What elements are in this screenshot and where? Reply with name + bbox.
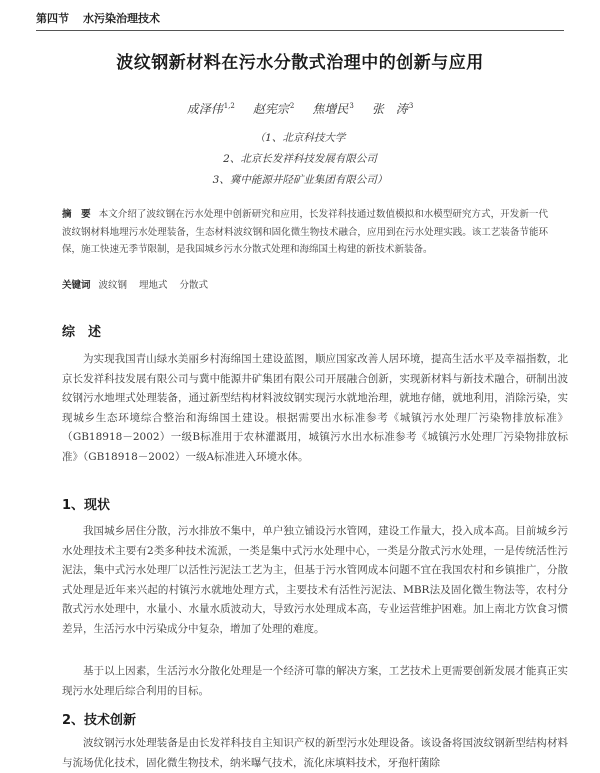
section-heading-overview: 综 述 <box>62 325 102 340</box>
author-list <box>0 100 600 117</box>
author <box>372 100 413 117</box>
keywords <box>62 277 220 291</box>
affiliation-1: （1、北京科技大学 <box>254 132 346 144</box>
section-heading-status: 1、现状 <box>62 498 111 513</box>
paragraph: 我国城乡居住分散，污水排放不集中，单户独立铺设污水管网，建设工作量大，投入成本高。目前城乡污水处理技术主要有2类多种技术流派，一类是集中式污水处理中心，一类是分散式污水处理，一是传统活性污泥法，集中式污水处理厂以活性污泥法工艺为主，但基于污水管网成本问题不宜在我国农村和乡镇推广，分散式处理是近年来兴起的村镇污水就地处理方式，主要技术有活性污泥法、MBR法及固化微生物法等，农村分散式污水处理中，水量小、水量水质波动大，导致污水处理成本高，专业运营维护困难。加上南北方饮食习惯差异，生活污水中污染成分中复杂，增加了处理的难度。 <box>62 525 568 635</box>
abstract-text: 本文介绍了波纹钢在污水处理中创新研究和应用，长发祥科技通过数值模拟和水模型研究方式，开发新一代波纹钢材料地埋污水处理装备，生态材料波纹钢和固化微生物技术融合，应用到在污水处理实践。该工艺装备节能环保，施工快速无季节限制，是我国城乡污水分散式处理和海绵国土构建的新技术新装备。 <box>62 209 548 255</box>
author-affiliation-mark: 3 <box>349 102 354 110</box>
author-affiliation-mark: 3 <box>408 102 414 110</box>
author-name: 赵宪宗 <box>252 102 289 116</box>
author-name: 成泽伟 <box>186 102 223 116</box>
author-affiliation-mark: 2 <box>289 102 295 110</box>
paper-title: 波纹钢新材料在污水分散式治理中的创新与应用 <box>116 53 484 73</box>
keyword: 分散式 <box>179 280 209 291</box>
header-section-number: 第四节 <box>36 12 69 25</box>
author-name: 张 涛 <box>371 102 408 116</box>
author-affiliation-mark: 1,2 <box>223 102 235 110</box>
running-header <box>36 10 564 26</box>
author <box>187 100 235 117</box>
affiliation-2: 2、北京长发祥科技发展有限公司 <box>223 153 377 165</box>
paragraph: 波纹钢污水处理装备是由长发祥科技自主知识产权的新型污水处理设备。该设备将国波纹钢新型结构材料与流场优化技术，固化微生物技术，纳米曝气技术，流化床填料技术，牙孢杆菌除 <box>62 737 568 769</box>
abstract-label: 摘 要 <box>62 209 91 220</box>
header-rule <box>36 30 564 31</box>
keyword: 埋地式 <box>139 280 168 291</box>
author <box>312 100 353 117</box>
keyword: 波纹钢 <box>98 280 128 291</box>
header-section-name: 水污染治理技术 <box>83 12 160 25</box>
author <box>253 100 294 117</box>
keywords-label: 关键词 <box>62 280 91 291</box>
section-heading-innovation: 2、技术创新 <box>62 713 137 728</box>
affiliation-3: 3、冀中能源井陉矿业集团有限公司） <box>212 174 388 186</box>
paragraph: 基于以上因素，生活污水分散化处理是一个经济可靠的解决方案，工艺技术上更需要创新发展才能真正实现污水处理后综合利用的目标。 <box>62 665 568 697</box>
paragraph: 为实现我国青山绿水美丽乡村海绵国土建设蓝图，顺应国家改善人居环境，提高生活水平及幸福指数，北京长发祥科技发展有限公司与冀中能源井矿集团有限公司开展融合创新，实现新材料与新技术融合，研制出波纹钢污水地埋式处理装备，通过新型结构材料波纹钢实现污水就地治理，就地存储，就地利用，消除污染，实现城乡生态环境综合整治和海绵国土建设。根据需要出水标准参考《城镇污水处理厂污染物排放标准》（GB18918－2002）一级B标准用于农林灌溉用，城镇污水出水标准参考《城镇污水处理厂污染物排放标准》（GB18918－2002）一级A标准进入环境水体。 <box>62 353 568 463</box>
abstract <box>62 206 548 259</box>
author-name: 焦增民 <box>312 102 349 116</box>
